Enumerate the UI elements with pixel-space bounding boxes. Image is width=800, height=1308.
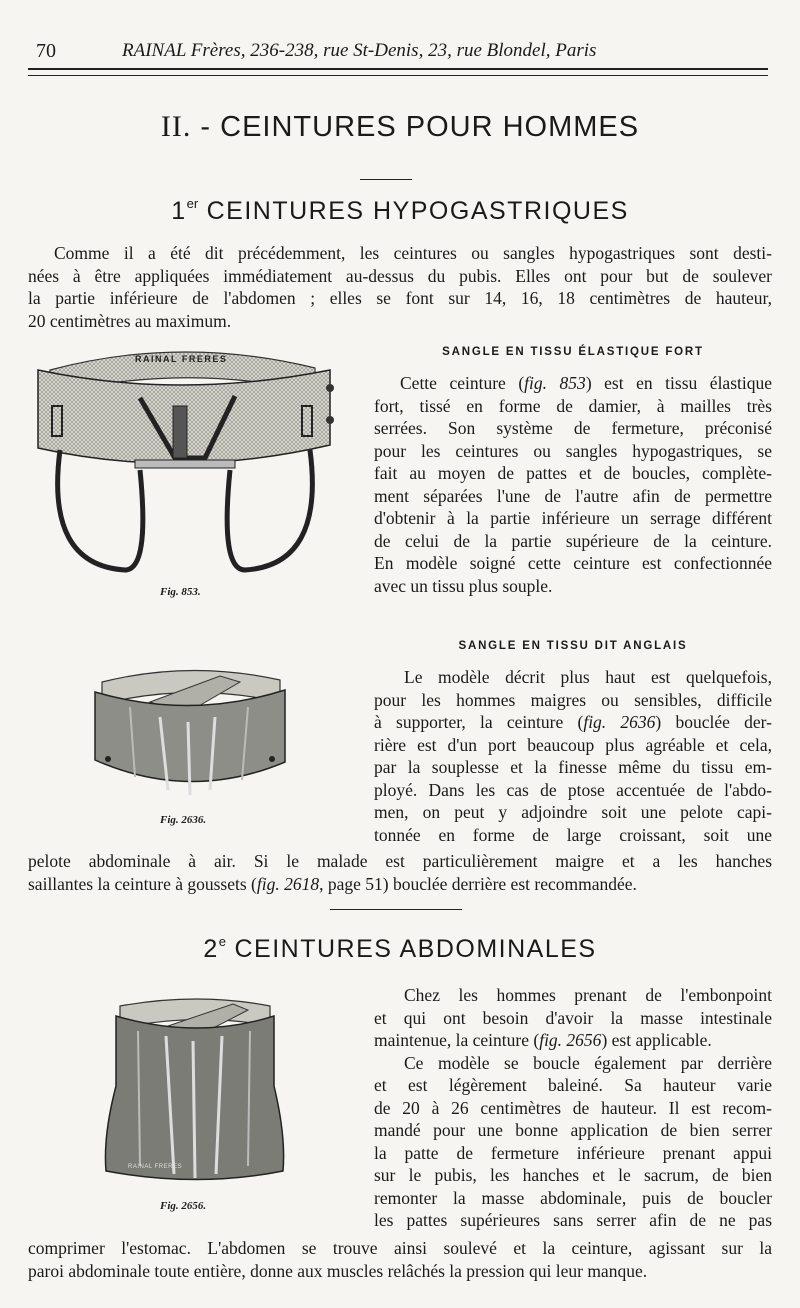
- sub2-title-text: CEINTURES ABDOMINALES: [234, 935, 597, 963]
- sub2-sup: e: [218, 934, 227, 949]
- page-number: 70: [36, 40, 56, 62]
- sub1-intro: [28, 242, 772, 332]
- text-line: Comme il a été dit précédemment, les ceintures ou sangles hypogastriques sont desti-: [54, 243, 772, 263]
- belt-brand-text: RAINAL FRERES: [135, 354, 228, 364]
- fig2636-description-full: [28, 850, 772, 895]
- text-line: maintenue, la ceinture (fig. 2656) est applicable.: [374, 1030, 712, 1050]
- text-line: d'obtenir à la partie inférieure un serrage différent: [374, 508, 772, 528]
- text-line: men, on peut y adjoindre soit une pelote capi-: [374, 802, 772, 822]
- fig2636-description: [374, 666, 772, 846]
- text-line: fait au moyen de pattes et de boucles, complète-: [374, 463, 772, 483]
- sub1-title-text: CEINTURES HYPOGASTRIQUES: [206, 197, 629, 225]
- text-line: sur le pubis, les hanches et le sacrum, de bien: [374, 1165, 772, 1185]
- text-line: de celui de la partie supérieure de la ceinture.: [374, 530, 772, 551]
- section-divider: [360, 179, 412, 180]
- text-line: et est légèrement baleiné. Sa hauteur varie: [374, 1075, 772, 1095]
- fig2636-illustration: [90, 662, 290, 807]
- text-line: tonnée en forme de large croissant, soit une: [374, 824, 772, 845]
- text-line: nées à être appliquées immédiatement au-dessus du pubis. Elles ont pour but de soulever: [28, 265, 772, 286]
- text-line: Le modèle décrit plus haut est quelquefois,: [404, 667, 772, 687]
- text-line: la patte de fermeture inférieure prenant appui: [374, 1142, 772, 1163]
- sub1-sup: er: [186, 196, 199, 211]
- header-rule: [28, 68, 768, 76]
- text-line: 20 centimètres au maximum.: [28, 310, 232, 331]
- text-line: Cette ceinture (fig. 853) est en tissu élastique: [400, 373, 772, 393]
- text-line: paroi abdominale toute entière, donne aux muscles relâchés la pression qui leur manque.: [28, 1260, 648, 1281]
- sub2-num: 2: [203, 935, 219, 963]
- fig2636-caption-title: SANGLE EN TISSU DIT ANGLAIS: [458, 640, 688, 652]
- sub1-num: 1: [171, 197, 187, 225]
- sub1-title: [0, 196, 800, 226]
- text-line: Chez les hommes prenant de l'embonpoint: [404, 985, 772, 1005]
- text-line: mandé pour une bonne application de bien serrer: [374, 1120, 772, 1140]
- text-line: comprimer l'estomac. L'abdomen se trouve ainsi soulevé et la ceinture, agissant sur la: [28, 1238, 772, 1258]
- text-line: de 20 à 26 centimètres de hauteur. Il est recom-: [374, 1097, 772, 1118]
- fig2656-label: Fig. 2656.: [160, 1200, 207, 1212]
- text-line: et qui ont besoin d'avoir la masse intestinale: [374, 1007, 772, 1028]
- text-line: serrées. Son système de fermeture, préconisé: [374, 418, 772, 438]
- text-line: avec un tissu plus souple.: [374, 575, 553, 596]
- running-title: RAINAL Frères, 236-238, rue St-Denis, 23, rue Blondel, Paris: [122, 40, 597, 61]
- text-line: la partie inférieure de l'abdomen ; elles se font sur 14, 16, 18 centimètres de hauteur,: [28, 288, 772, 308]
- page-header: [36, 36, 768, 66]
- text-line: ment séparées l'une de l'autre afin de permettre: [374, 485, 772, 506]
- section-divider: [330, 909, 462, 910]
- section-title: [0, 110, 800, 144]
- fig2656-description: [374, 984, 772, 1232]
- fig2656-description-full: [28, 1237, 772, 1282]
- fig2656-illustration: [98, 996, 292, 1186]
- text-line: rière est d'un port beaucoup plus agréable et cela,: [374, 734, 772, 755]
- fig853-caption-title: SANGLE EN TISSU ÉLASTIQUE FORT: [442, 346, 704, 358]
- section-roman: II.: [160, 110, 192, 143]
- fig853-label: Fig. 853.: [160, 586, 201, 598]
- text-line: pour les ceintures ou sangles hypogastriques, se: [374, 440, 772, 461]
- text-line: Ce modèle se boucle également par derrière: [404, 1052, 772, 1073]
- section-title-text: - CEINTURES POUR HOMMES: [200, 111, 640, 143]
- text-line: par la souplesse et la finesse même du tissu em-: [374, 757, 772, 777]
- fig853-description: [374, 372, 772, 597]
- belt-brand-text: RAINAL FRERES: [128, 1164, 182, 1170]
- text-line: pelote abdominale à air. Si le malade est particulièrement maigre et a les hanches: [28, 851, 772, 871]
- fig2636-label: Fig. 2636.: [160, 814, 207, 826]
- text-line: ployé. Dans les cas de ptose accentuée de l'abdo-: [374, 779, 772, 800]
- text-line: En modèle soigné cette ceinture est confectionnée: [374, 553, 772, 573]
- fig853-illustration: [30, 340, 340, 585]
- sub2-title: [0, 934, 800, 964]
- text-line: saillantes la ceinture à goussets (fig. 2618, page 51) bouclée derrière est recommandée.: [28, 873, 637, 894]
- text-line: les pattes supérieures sans serrer afin de ne pas: [374, 1210, 772, 1230]
- text-line: remonter la masse abdominale, puis de boucler: [374, 1187, 772, 1208]
- text-line: à supporter, la ceinture (fig. 2636) bouclée der-: [374, 712, 772, 732]
- text-line: pour les hommes maigres ou sensibles, difficile: [374, 689, 772, 710]
- text-line: fort, tissé en forme de damier, à mailles très: [374, 395, 772, 416]
